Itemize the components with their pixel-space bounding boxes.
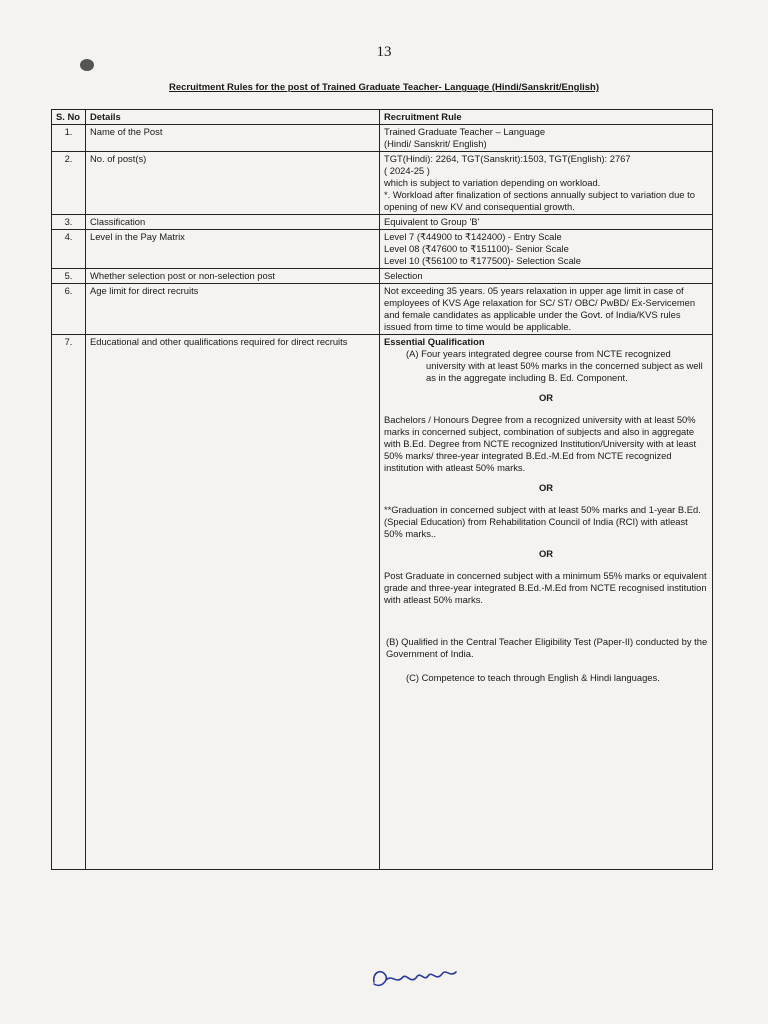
row-detail: Age limit for direct recruits bbox=[86, 284, 380, 335]
qualification-alt-post-graduate: Post Graduate in concerned subject with a minimum 55% marks or equivalent grade and three-year integrated B.Ed.-M.Ed from NCTE recognised institution with atleast 50% marks. bbox=[384, 570, 707, 605]
row-serial: 1. bbox=[52, 125, 86, 152]
row-detail: Name of the Post bbox=[86, 125, 380, 152]
header-details: Details bbox=[86, 110, 380, 125]
row-serial: 4. bbox=[52, 230, 86, 269]
table-row bbox=[52, 335, 713, 870]
punch-hole-mark bbox=[80, 59, 94, 71]
table-row bbox=[52, 284, 713, 335]
or-separator: OR bbox=[538, 548, 554, 559]
rule-line: ( 2024-25 ) bbox=[384, 165, 430, 176]
or-separator: OR bbox=[538, 392, 554, 403]
page-number: 13 bbox=[376, 44, 392, 60]
rule-line: which is subject to variation depending on workload. bbox=[384, 177, 601, 188]
header-recruitment-rule: Recruitment Rule bbox=[380, 110, 713, 125]
rule-line: Trained Graduate Teacher – Language bbox=[384, 126, 546, 137]
table-row bbox=[52, 215, 713, 230]
row-detail: No. of post(s) bbox=[86, 152, 380, 215]
handwritten-signature bbox=[366, 960, 462, 994]
row-serial: 3. bbox=[52, 215, 86, 230]
row-rule bbox=[380, 125, 713, 152]
row-detail: Level in the Pay Matrix bbox=[86, 230, 380, 269]
row-serial: 2. bbox=[52, 152, 86, 215]
row-detail: Educational and other qualifications required for direct recruits bbox=[86, 335, 380, 870]
rule-line: TGT(Hindi): 2264, TGT(Sanskrit):1503, TGT(English): 2767 bbox=[384, 153, 631, 164]
table-row bbox=[52, 125, 713, 152]
qualification-alt-graduation: **Graduation in concerned subject with at least 50% marks and 1-year B.Ed. (Special Education) from Rehabilitation Council of India (RCI) with atleast 50% marks.. bbox=[384, 504, 701, 539]
header-serial-number: S. No bbox=[52, 110, 86, 125]
qualification-a: (A) Four years integrated degree course from NCTE recognized university with at least 50% marks in the concerned subject as well as in the aggregate including B. Ed. Component. bbox=[406, 348, 703, 383]
row-serial: 7. bbox=[52, 335, 86, 870]
row-detail: Whether selection post or non-selection post bbox=[86, 269, 380, 284]
row-rule: Selection bbox=[380, 269, 713, 284]
qualification-c: (C) Competence to teach through English & Hindi languages. bbox=[406, 672, 660, 683]
rule-line: *. Workload after finalization of sections annually subject to variation due to opening of new KV and consequential growth. bbox=[384, 189, 695, 212]
row-detail: Classification bbox=[86, 215, 380, 230]
qualification-alt-bachelors: Bachelors / Honours Degree from a recognized university with at least 50% marks in concerned subject, combination of subjects and also in aggregate with B.Ed. Degree from NCTE recognized Institution/University with at least 50% marks/ three-year integrated B.Ed.-M.Ed from NCTE recognized institution with atleast 50% marks. bbox=[384, 414, 697, 473]
rule-line: (Hindi/ Sanskrit/ English) bbox=[384, 138, 487, 149]
row-serial: 6. bbox=[52, 284, 86, 335]
row-rule: Equivalent to Group 'B' bbox=[380, 215, 713, 230]
pay-level-selection: Level 10 (₹56100 to ₹177500)- Selection Scale bbox=[384, 255, 581, 266]
qualification-b: (B) Qualified in the Central Teacher Eligibility Test (Paper-II) conducted by the Government of India. bbox=[386, 636, 708, 659]
document-title: Recruitment Rules for the post of Trained Graduate Teacher- Language (Hindi/Sanskrit/English) bbox=[168, 82, 600, 93]
table-row bbox=[52, 230, 713, 269]
table-header-row bbox=[52, 110, 713, 125]
row-rule bbox=[380, 335, 713, 870]
pay-level-senior: Level 08 (₹47600 to ₹151100)- Senior Scale bbox=[384, 243, 569, 254]
table-row bbox=[52, 269, 713, 284]
table-row bbox=[52, 152, 713, 215]
row-serial: 5. bbox=[52, 269, 86, 284]
or-separator: OR bbox=[538, 482, 554, 493]
row-rule bbox=[380, 152, 713, 215]
pay-level-entry: Level 7 (₹44900 to ₹142400) - Entry Scale bbox=[384, 231, 562, 242]
row-rule bbox=[380, 230, 713, 269]
recruitment-rules-table bbox=[51, 109, 713, 870]
row-rule: Not exceeding 35 years. 05 years relaxation in upper age limit in case of employees of KVS Age relaxation for SC/ ST/ OBC/ PwBD/ Ex-Servicemen and female candidates as applicable under the Govt. of India/KVS rules issued from time to time would be applicable. bbox=[380, 284, 713, 335]
essential-qualification-heading: Essential Qualification bbox=[384, 336, 485, 347]
